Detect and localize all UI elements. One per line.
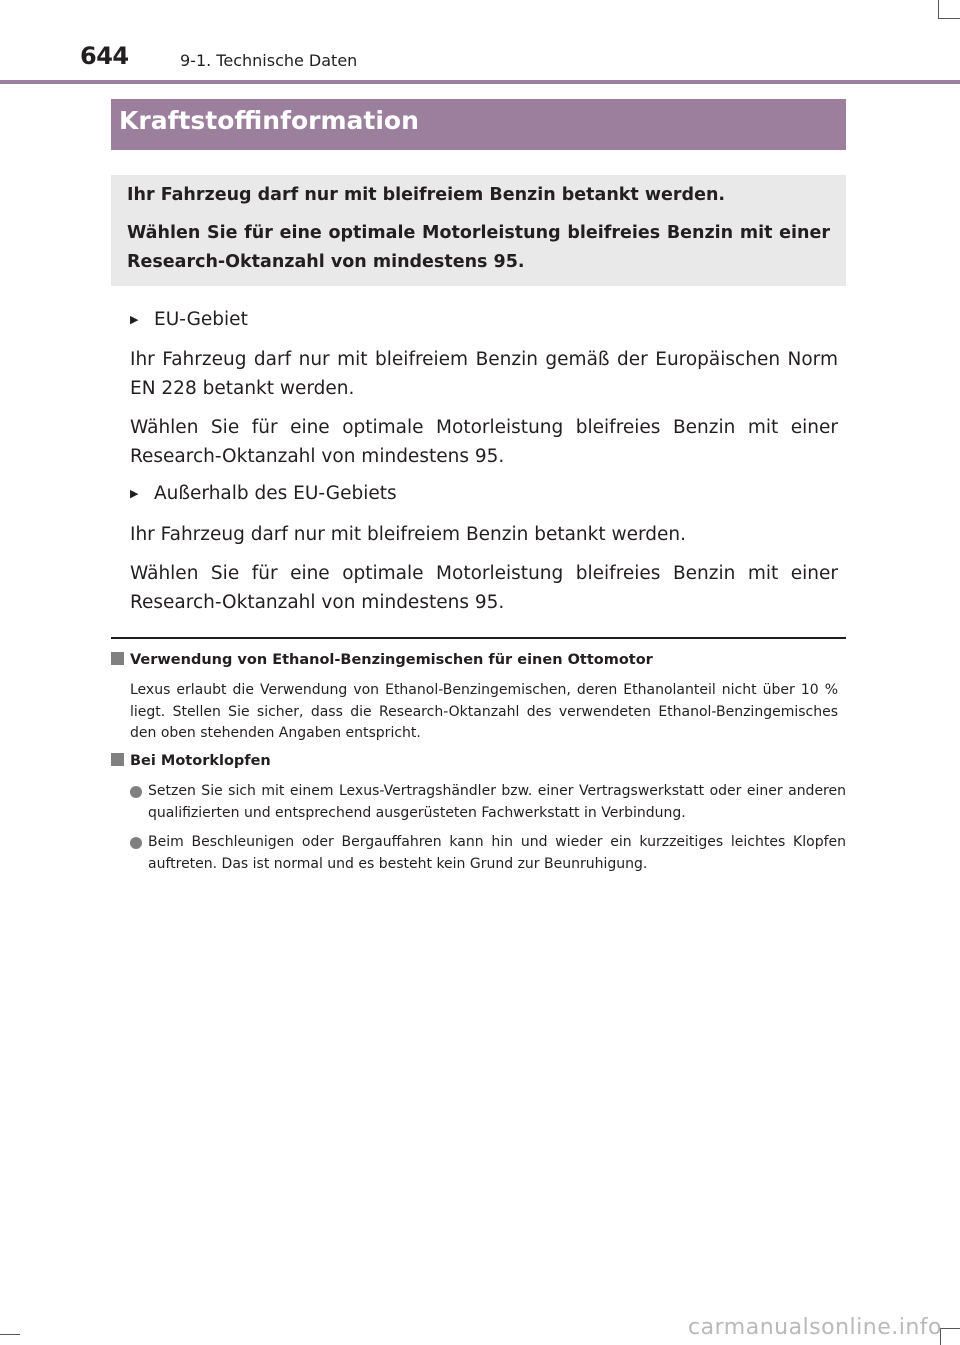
knocking-bullet-2: [130, 832, 846, 875]
knocking-heading-text: Bei Motorklopfen: [130, 753, 271, 769]
eu-paragraph-1: Ihr Fahrzeug darf nur mit bleifreiem Benzin gemäß der Europäischen Norm EN 228 betankt werden.: [130, 349, 838, 399]
circle-bullet-icon: [130, 837, 142, 849]
knocking-bullet-text: Beim Beschleunigen oder Bergauffahren kann hin und wieder ein kurzzeitiges leichtes Klopfen auftreten. Das ist normal und es besteht kein Grund zur Beunruhigung.: [148, 834, 846, 872]
eu-label: EU-Gebiet: [154, 309, 248, 330]
ethanol-heading-text: Verwendung von Ethanol-Benzingemischen für einen Ottomotor: [130, 652, 653, 668]
summary-box: [111, 175, 846, 286]
non-eu-paragraph-2: Wählen Sie für eine optimale Motorleistung bleifreies Benzin mit einer Research-Oktanzahl von mindestens 95.: [130, 563, 838, 613]
ethanol-note-heading: [111, 652, 653, 668]
non-eu-label: Außerhalb des EU-Gebiets: [154, 483, 397, 504]
eu-heading: [130, 309, 248, 330]
summary-line-2: Wählen Sie für eine optimale Motorleistung bleifreies Benzin mit einer Research-Oktanzahl von mindestens 95.: [127, 223, 830, 272]
eu-section: [130, 345, 838, 481]
triangle-bullet-icon: ▶: [130, 487, 139, 500]
non-eu-paragraph-1: Ihr Fahrzeug darf nur mit bleifreiem Benzin betankt werden.: [130, 524, 687, 545]
square-bullet-icon: [111, 753, 124, 766]
crop-mark: [940, 1328, 960, 1329]
summary-line-1: Ihr Fahrzeug darf nur mit bleifreiem Benzin betankt werden.: [127, 185, 726, 205]
non-eu-section: [130, 520, 838, 627]
knocking-note-heading: [111, 753, 271, 769]
ethanol-note-text: Lexus erlaubt die Verwendung von Ethanol-Benzingemischen, deren Ethanolanteil nicht über 10 % liegt. Stellen Sie sicher, dass die Research-Oktanzahl des verwendeten Ethanol-Benzingemisches den oben stehenden Angaben entspricht.: [130, 682, 838, 741]
crop-mark: [0, 1334, 20, 1335]
header-rule: [0, 80, 960, 84]
page-title: Kraftstoffinformation: [111, 99, 846, 150]
knocking-bullet-1: [130, 781, 846, 824]
page-number: 644: [80, 42, 129, 70]
watermark: carmanualsonline.info: [688, 1315, 942, 1340]
non-eu-heading: [130, 483, 397, 504]
section-label: 9-1. Technische Daten: [180, 51, 358, 70]
section-divider: [111, 637, 846, 639]
square-bullet-icon: [111, 652, 124, 665]
eu-paragraph-2: Wählen Sie für eine optimale Motorleistung bleifreies Benzin mit einer Research-Oktanzahl von mindestens 95.: [130, 417, 838, 467]
crop-mark: [938, 18, 960, 19]
circle-bullet-icon: [130, 786, 142, 798]
crop-mark: [938, 0, 939, 18]
triangle-bullet-icon: ▶: [130, 313, 139, 326]
knocking-bullet-text: Setzen Sie sich mit einem Lexus-Vertragshändler bzw. einer Vertragswerkstatt oder einer anderen qualifizierten und entsprechend ausgerüsteten Fachwerkstatt in Verbindung.: [148, 783, 846, 821]
